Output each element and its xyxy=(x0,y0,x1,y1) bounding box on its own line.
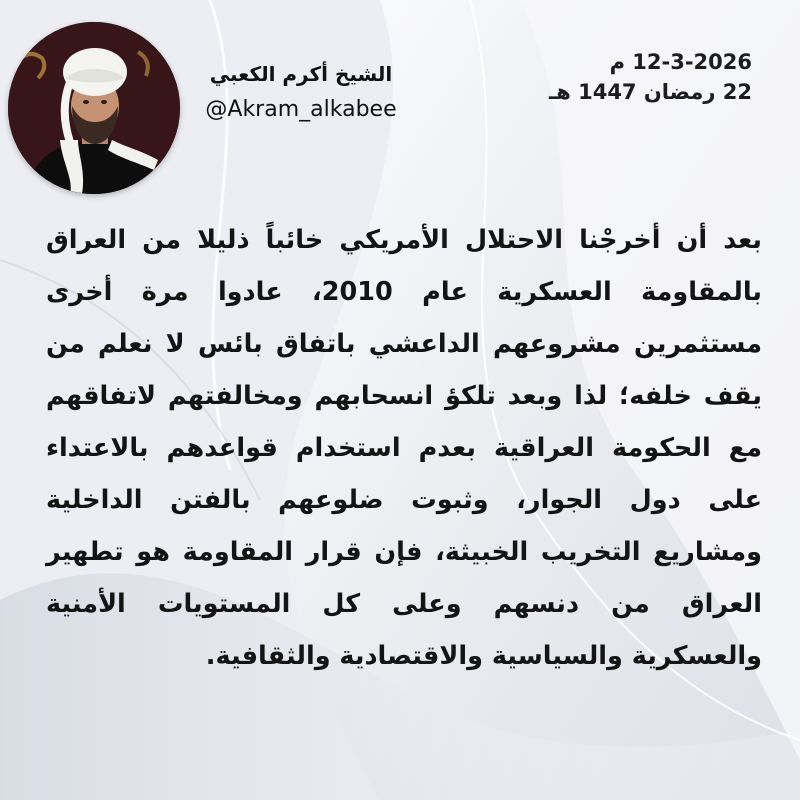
gregorian-date: 12-3-2026 م xyxy=(609,50,752,74)
avatar[interactable] xyxy=(8,22,180,194)
post-header xyxy=(0,0,800,210)
statement-text: بعد أن أخرجْنا الاحتلال الأمريكي خائباً ذليلا من العراق بالمقاومة العسكرية عام 2010، عادوا مرة أخرى مستثمرين مشروعهم الداعشي باتفاق بائس لا نعلم من يقف خلفه؛ لذا وبعد تلكؤ انسحابهم ومخالفتهم لاتفاقهم مع الحكومة العراقية بعدم استخدام قواعدهم بالاعتداء على دول الجوار، وثبوت ضلوعهم بالفتن الداخلية ومشاريع التخريب الخبيثة، فإن قرار المقاومة هو تطهير العراق من دنسهم وعلى كل المستويات الأمنية والعسكرية والسياسية والاقتصادية والثقافية. xyxy=(46,225,762,671)
author-handle[interactable]: @Akram_alkabee xyxy=(205,97,397,122)
portrait-avatar-icon xyxy=(8,22,180,194)
author-name[interactable]: الشيخ أكرم الكعبي xyxy=(209,62,393,86)
hijri-date: 22 رمضان 1447 هـ xyxy=(549,80,752,104)
